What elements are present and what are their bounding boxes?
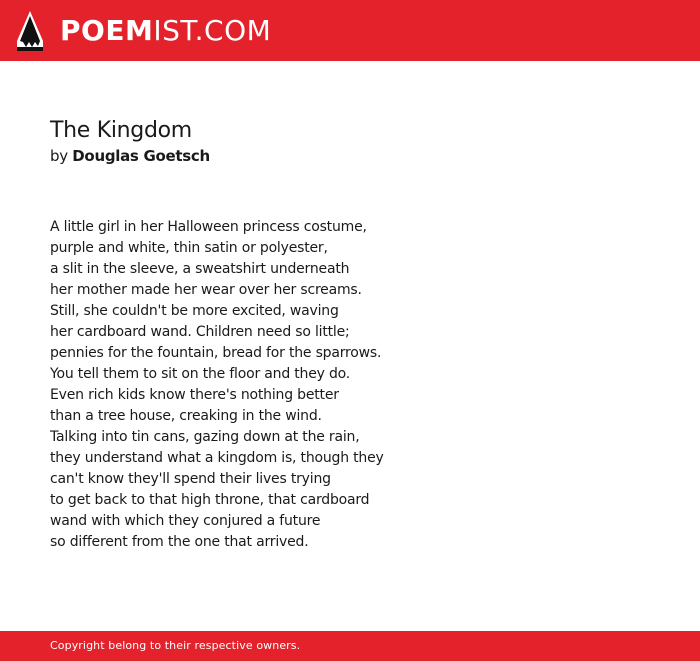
poem-line: Still, she couldn't be more excited, waving [50,303,339,319]
poem-line: a slit in the sleeve, a sweatshirt underneath [50,261,350,277]
logo-text-light: IST.COM [153,14,272,47]
poem-line: Talking into tin cans, gazing down at the rain, [50,429,360,445]
poem-author: Douglas Goetsch [72,147,210,165]
site-logo-text [60,14,272,47]
poem-line: purple and white, thin satin or polyester, [50,240,328,256]
poem-byline [50,146,650,166]
poem-line: to get back to that high throne, that cardboard [50,492,370,508]
poem-content [50,117,650,553]
poem-line: her cardboard wand. Children need so little; [50,324,350,340]
poem-line: wand with which they conjured a future [50,513,321,529]
poem-body [50,217,650,553]
poem-line: so different from the one that arrived. [50,534,309,550]
poem-line: than a tree house, creaking in the wind. [50,408,322,424]
poem-line: they understand what a kingdom is, though they [50,450,384,466]
site-header [0,0,700,61]
logo-text-bold: POEM [60,14,154,47]
poem-line: A little girl in her Halloween princess costume, [50,219,367,235]
poem-line: Even rich kids know there's nothing better [50,387,339,403]
copyright-text: Copyright belong to their respective owners. [50,639,301,652]
pencil-tip-icon [16,10,44,52]
site-footer [0,631,700,661]
poem-line: can't know they'll spend their lives trying [50,471,331,487]
poem-line: pennies for the fountain, bread for the sparrows. [50,345,382,361]
poem-title: The Kingdom [50,118,192,143]
site-logo-link[interactable] [16,9,271,53]
byline-label: by [50,147,68,165]
poem-line: You tell them to sit on the floor and they do. [50,366,351,382]
poem-line: her mother made her wear over her screams. [50,282,362,298]
